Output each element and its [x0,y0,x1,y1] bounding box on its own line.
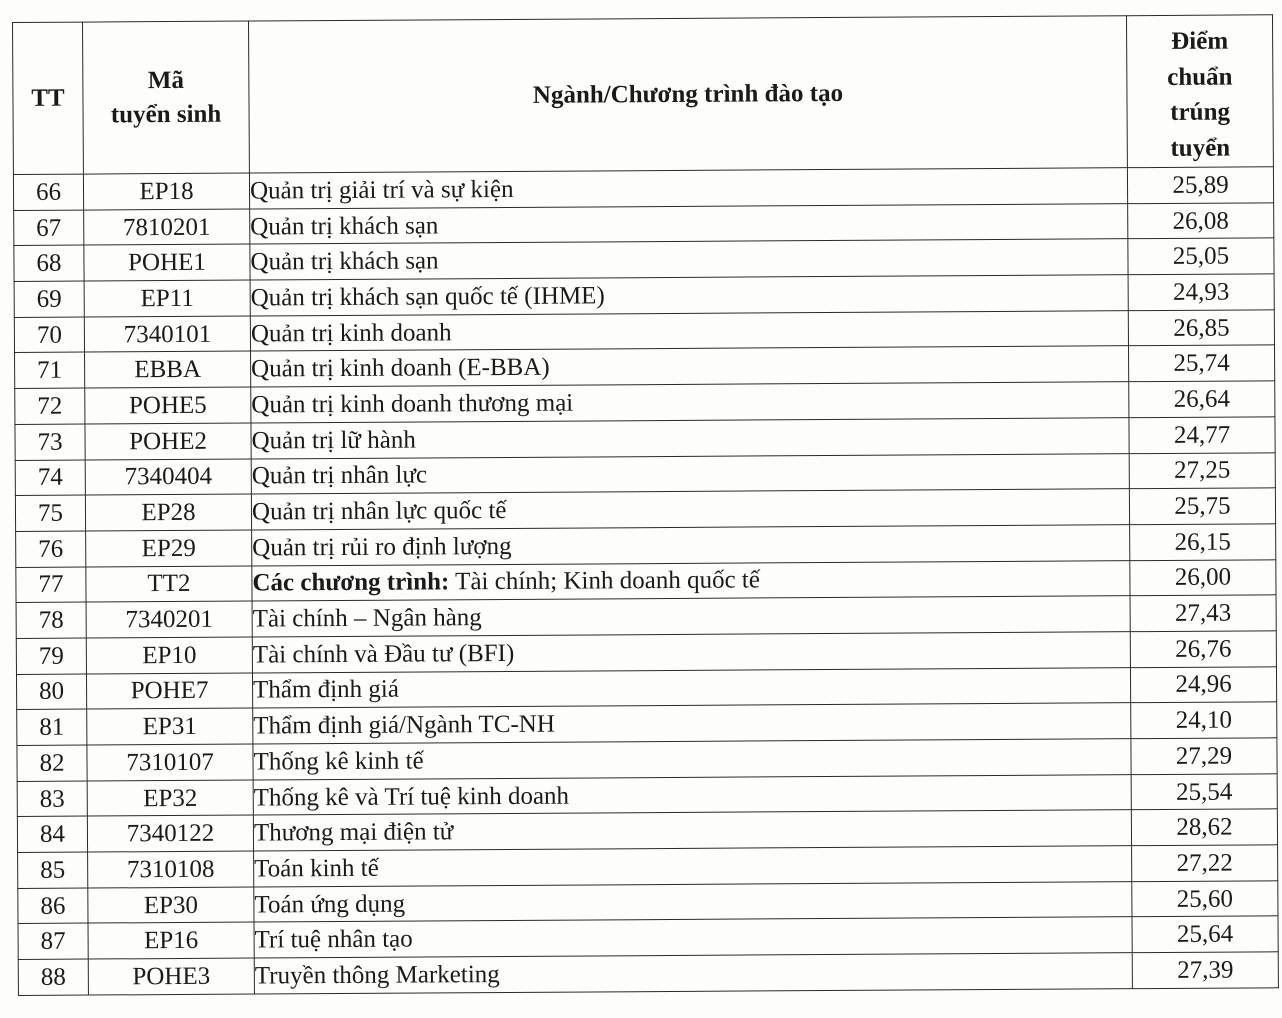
program-name-text: Quản trị kinh doanh thương mại [251,389,574,419]
header-code-line1: Mã [147,66,184,94]
program-name-cell [254,881,1132,922]
admission-code-cell: EP30 [88,887,254,924]
program-name-cell [253,739,1131,780]
cutoff-score-cell: 27,39 [1132,952,1278,989]
admission-code-cell: POHE5 [85,387,251,424]
cutoff-score-cell: 26,15 [1130,524,1276,561]
admission-code-cell: EP28 [85,494,251,531]
row-number-cell: 82 [17,745,87,781]
program-name-cell [250,239,1128,280]
cutoff-score-cell: 24,93 [1128,274,1274,311]
admission-code-cell: 7310108 [88,851,254,888]
cutoff-score-cell: 28,62 [1131,809,1277,846]
program-name-prefix: Các chương trình: [252,568,450,597]
cutoff-score-cell: 27,43 [1130,595,1276,632]
row-number-cell: 86 [18,888,88,924]
program-name-cell [253,774,1131,815]
row-number-cell: 87 [18,923,88,959]
program-name-cell [251,382,1129,423]
row-number-cell: 85 [18,852,88,888]
table-header [13,15,1274,175]
admission-code-cell: EP29 [86,530,252,567]
admission-code-cell: 7310107 [87,744,253,781]
program-name-text: Quản trị khách sạn [250,247,439,276]
row-number-cell: 88 [18,959,88,995]
row-number-cell: 84 [17,816,87,852]
admission-code-cell: EP31 [87,708,253,745]
admission-code-cell: 7340101 [84,316,250,353]
header-tt: TT [13,22,84,174]
cutoff-score-cell: 25,60 [1132,881,1278,918]
program-name-cell [252,525,1130,566]
program-name-cell [251,417,1129,458]
admission-code-cell: 7340122 [87,815,253,852]
table-row [18,952,1278,995]
program-name-text: Tài chính; Kinh doanh quốc tế [449,566,761,596]
admission-code-cell: 7340201 [86,601,252,638]
program-name-text: Quản trị rủi ro định lượng [252,532,512,562]
cutoff-score-cell: 25,54 [1131,773,1277,810]
cutoff-score-cell: 26,00 [1130,559,1276,596]
program-name-text: Trí tuệ nhân tạo [254,925,413,954]
program-name-cell [252,596,1130,637]
admission-code-cell: 7810201 [84,209,250,246]
program-name-text: Toán kinh tế [254,854,379,883]
cutoff-score-cell: 25,64 [1132,916,1278,953]
row-number-cell: 79 [16,638,86,674]
row-number-cell: 66 [13,174,83,210]
row-number-cell: 71 [15,353,85,389]
program-name-cell [251,453,1129,494]
admission-code-cell: TT2 [86,566,252,603]
admission-code-cell: EP10 [86,637,252,674]
cutoff-score-cell: 26,76 [1130,631,1276,668]
program-name-text: Thương mại điện tử [253,818,454,847]
row-number-cell: 70 [14,317,84,353]
row-number-cell: 68 [14,245,84,281]
admission-code-cell: EP18 [83,173,249,210]
admission-code-cell: POHE7 [86,673,252,710]
row-number-cell: 76 [16,531,86,567]
program-name-cell [253,810,1131,851]
program-name-text: Truyền thông Marketing [254,961,500,990]
cutoff-score-cell: 27,29 [1131,738,1277,775]
admission-code-cell: POHE2 [85,423,251,460]
header-code-line2: tuyển sinh [110,100,222,128]
row-number-cell: 75 [15,495,85,531]
header-program: Ngành/Chương trình đào tạo [248,16,1127,173]
cutoff-score-cell: 25,75 [1129,488,1275,525]
program-name-text: Toán ứng dụng [254,890,406,919]
table-body [13,167,1278,995]
cutoff-score-cell: 26,08 [1128,202,1274,239]
program-name-text: Thống kê kinh tế [253,747,424,776]
cutoff-score-cell: 26,64 [1129,381,1275,418]
program-name-text: Quản trị nhân lực quốc tế [251,497,507,526]
cutoff-score-cell: 26,85 [1128,310,1274,347]
program-name-cell [250,203,1128,244]
program-name-cell [252,632,1130,673]
program-name-text: Thống kê và Trí tuệ kinh doanh [253,782,570,812]
cutoff-score-cell: 25,89 [1127,167,1273,204]
program-name-cell [254,846,1132,887]
admission-code-cell: EP16 [88,922,254,959]
row-number-cell: 81 [17,709,87,745]
program-name-cell [250,275,1128,316]
program-name-cell [254,917,1132,958]
program-name-text: Tài chính và Đầu tư (BFI) [252,639,515,669]
cutoff-score-cell: 25,74 [1129,345,1275,382]
admission-code-cell: EP32 [87,780,253,817]
program-name-cell [250,310,1128,351]
cutoff-score-cell: 25,05 [1128,238,1274,275]
header-score [1126,15,1273,168]
program-name-cell [253,703,1131,744]
cutoff-score-cell: 27,25 [1129,452,1275,489]
admission-code-cell: EP11 [84,280,250,317]
program-name-cell [252,667,1130,708]
row-number-cell: 78 [16,602,86,638]
program-name-text: Quản trị kinh doanh [250,318,452,348]
cutoff-score-cell: 24,96 [1130,666,1276,703]
row-number-cell: 77 [16,567,86,603]
header-row [13,15,1274,175]
admission-code-cell: EBBA [85,351,251,388]
program-name-cell [251,489,1129,530]
header-score-line1: Điểm [1171,27,1229,55]
header-code [83,21,250,174]
program-name-text: Thẩm định giá/Ngành TC-NH [253,710,555,740]
row-number-cell: 67 [14,210,84,246]
program-name-cell [252,560,1130,601]
header-score-line3: trúng [1170,98,1231,126]
program-name-text: Quản trị nhân lực [251,461,428,490]
row-number-cell: 83 [17,781,87,817]
admission-code-cell: POHE3 [88,958,254,995]
program-name-text: Thẩm định giá [253,676,399,705]
program-name-text: Quản trị lữ hành [251,426,416,455]
program-name-cell [251,346,1129,387]
row-number-cell: 69 [14,281,84,317]
header-score-line2: chuẩn [1167,63,1233,91]
cutoff-score-cell: 27,22 [1132,845,1278,882]
cutoff-score-cell: 24,10 [1131,702,1277,739]
admission-code-cell: 7340404 [85,459,251,496]
row-number-cell: 72 [15,388,85,424]
row-number-cell: 80 [16,674,86,710]
program-name-cell [254,953,1132,994]
admission-code-cell: POHE1 [84,244,250,281]
admission-score-table [12,14,1279,995]
header-score-line4: tuyển [1170,134,1231,162]
program-name-text: Tài chính – Ngân hàng [252,604,482,633]
program-name-cell [249,168,1127,209]
program-name-text: Quản trị kinh doanh (E-BBA) [251,354,550,383]
program-name-text: Quản trị giải trí và sự kiện [249,175,514,205]
program-name-text: Quản trị khách sạn quốc tế (IHME) [250,282,605,312]
row-number-cell: 73 [15,424,85,460]
program-name-text: Quản trị khách sạn [250,211,439,241]
cutoff-score-cell: 24,77 [1129,417,1275,454]
row-number-cell: 74 [15,460,85,496]
